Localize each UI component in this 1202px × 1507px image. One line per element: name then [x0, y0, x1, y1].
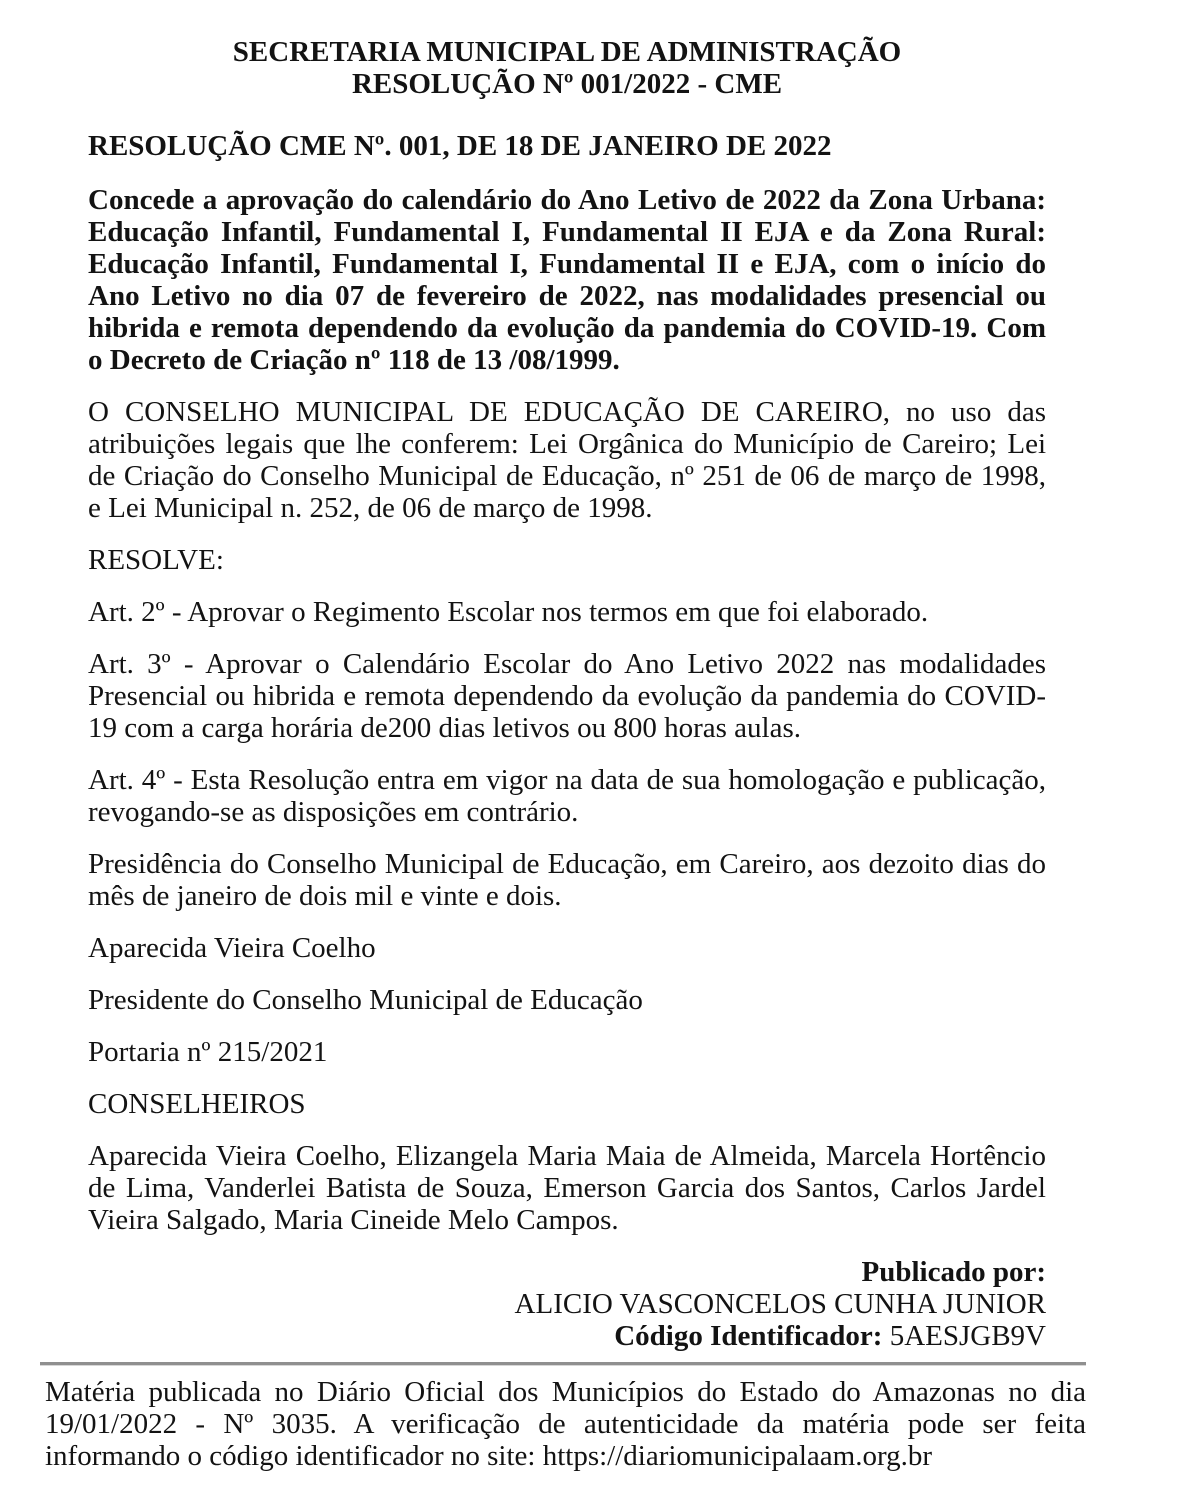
- portaria-reference: Portaria nº 215/2021: [88, 1036, 328, 1068]
- published-by-name: ALICIO VASCONCELOS CUNHA JUNIOR: [514, 1288, 1046, 1320]
- identifier-code-label: Código Identificador:: [614, 1320, 883, 1352]
- conselheiros-list: Aparecida Vieira Coelho, Elizangela Maria Maia de Almeida, Marcela Hortêncio de Lima, Vanderlei Batista de Souza, Emerson Garcia dos Santos, Carlos Jardel Vieira Salgado, Maria Cineide Melo Campos.: [88, 1140, 1046, 1236]
- article-3: Art. 3º - Aprovar o Calendário Escolar do Ano Letivo 2022 nas modalidades Presencial ou hibrida e remota dependendo da evolução da pandemia do COVID-19 com a carga horária de200 dias letivos ou 800 horas aulas.: [88, 648, 1046, 744]
- document-header: [88, 36, 1046, 100]
- resolution-document: [88, 0, 1046, 1352]
- article-4: Art. 4º - Esta Resolução entra em vigor na data de sua homologação e publicação, revogando-se as disposições em contrário.: [88, 764, 1046, 828]
- resolution-heading: RESOLUÇÃO CME Nº. 001, DE 18 DE JANEIRO DE 2022: [88, 130, 832, 162]
- footer-publication-note: Matéria publicada no Diário Oficial dos Municípios do Estado do Amazonas no dia 19/01/2022 - Nº 3035. A verificação de autenticidade da matéria pode ser feita informando o código identificador no site: https://diariomunicipalaam.org.br: [45, 1376, 1086, 1472]
- header-resolution-number: RESOLUÇÃO Nº 001/2022 - CME: [351, 68, 783, 100]
- header-department: SECRETARIA MUNICIPAL DE ADMINISTRAÇÃO: [232, 36, 902, 68]
- closing-paragraph: Presidência do Conselho Municipal de Educação, em Careiro, aos dezoito dias do mês de janeiro de dois mil e vinte e dois.: [88, 848, 1046, 912]
- article-2: Art. 2º - Aprovar o Regimento Escolar nos termos em que foi elaborado.: [88, 596, 929, 628]
- resolve-label: RESOLVE:: [88, 544, 224, 576]
- signature-name: Aparecida Vieira Coelho: [88, 932, 376, 964]
- published-by-label: Publicado por:: [861, 1256, 1046, 1288]
- footer-divider: [40, 1362, 1086, 1366]
- preamble-paragraph: O CONSELHO MUNICIPAL DE EDUCAÇÃO DE CAREIRO, no uso das atribuições legais que lhe conferem: Lei Orgânica do Município de Careiro; Lei de Criação do Conselho Municipal de Educação, nº 251 de 06 de março de 1998, e Lei Municipal n. 252, de 06 de março de 1998.: [88, 396, 1046, 524]
- conselheiros-label: CONSELHEIROS: [88, 1088, 306, 1120]
- signature-title: Presidente do Conselho Municipal de Educação: [88, 984, 643, 1016]
- identifier-code-line: [88, 1320, 1046, 1352]
- identifier-code-value: 5AESJGB9V: [882, 1320, 1046, 1352]
- resolution-summary: Concede a aprovação do calendário do Ano Letivo de 2022 da Zona Urbana: Educação Infantil, Fundamental I, Fundamental II EJA e da Zona Rural: Educação Infantil, Fundamental I, Fundamental II e EJA, com o início do Ano Letivo no dia 07 de fevereiro de 2022, nas modalidades presencial ou hibrida e remota dependendo da evolução da pandemia do COVID-19. Com o Decreto de Criação nº 118 de 13 /08/1999.: [88, 184, 1046, 376]
- publication-block: [88, 1256, 1046, 1352]
